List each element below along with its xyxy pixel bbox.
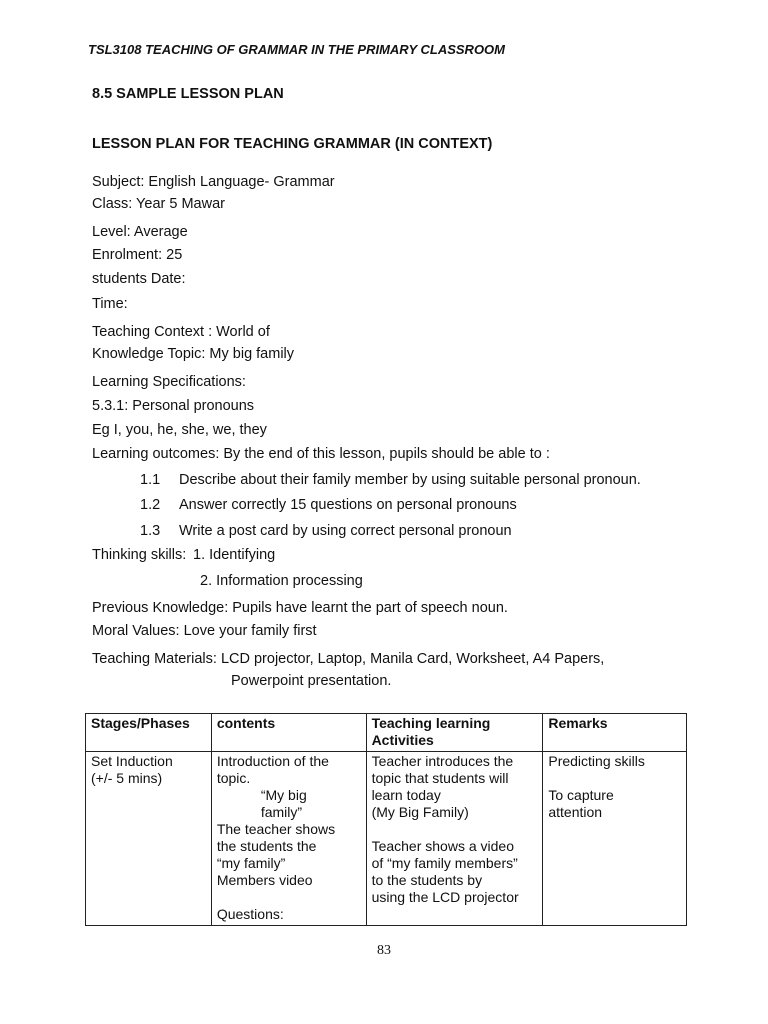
outcome-number: 1.2 [140, 497, 161, 513]
header-activities: Teaching learning Activities [366, 714, 543, 752]
thinking-skill-item: 2. Information processing [200, 573, 363, 589]
lesson-plan-table [85, 713, 687, 926]
outcome-number: 1.1 [140, 472, 161, 488]
class-line: Class: Year 5 Mawar [92, 196, 225, 212]
activities-cell: Teacher introduces the topic that students will learn today (My Big Family) Teacher shows a video of “my family members” to the students by using the LCD projector [366, 752, 543, 926]
outcome-text: Describe about their family member by using suitable personal pronoun. [179, 472, 641, 488]
remarks-cell: Predicting skills To capture attention [543, 752, 687, 926]
header-stages: Stages/Phases [86, 714, 212, 752]
thinking-skills-label: Thinking skills: [92, 547, 187, 563]
table-header-row [86, 714, 687, 752]
learning-specs-label: Learning Specifications: [92, 374, 246, 390]
date-line: students Date: [92, 271, 186, 287]
contents-cell: Introduction of the topic. “My big family” The teacher shows the students the “my family” Members video Questions: [211, 752, 366, 926]
level-line: Level: Average [92, 224, 188, 240]
header-remarks: Remarks [543, 714, 687, 752]
table-row [86, 752, 687, 926]
enrolment-line: Enrolment: 25 [92, 247, 183, 263]
page-number: 83 [377, 943, 391, 958]
teaching-materials-line: Teaching Materials: LCD projector, Laptop, Manila Card, Worksheet, A4 Papers, [92, 651, 605, 667]
outcome-text: Write a post card by using correct personal pronoun [179, 523, 512, 539]
subject-line: Subject: English Language- Grammar [92, 174, 335, 190]
learning-outcomes-intro: Learning outcomes: By the end of this lesson, pupils should be able to : [92, 446, 550, 462]
header-contents: contents [211, 714, 366, 752]
section-title: 8.5 SAMPLE LESSON PLAN [92, 86, 284, 102]
topic-line: Knowledge Topic: My big family [92, 346, 295, 362]
stage-cell: Set Induction (+/- 5 mins) [86, 752, 212, 926]
outcome-text: Answer correctly 15 questions on personal pronouns [179, 497, 517, 513]
outcome-number: 1.3 [140, 523, 161, 539]
time-line: Time: [92, 296, 128, 312]
teaching-materials-continued: Powerpoint presentation. [231, 673, 392, 689]
teaching-context-line: Teaching Context : World of [92, 324, 270, 340]
thinking-skill-item: 1. Identifying [193, 547, 276, 563]
pronoun-example-line: Eg I, you, he, she, we, they [92, 422, 267, 438]
moral-values-line: Moral Values: Love your family first [92, 623, 317, 639]
running-header: TSL3108 TEACHING OF GRAMMAR IN THE PRIMARY CLASSROOM [88, 42, 505, 57]
lesson-plan-title: LESSON PLAN FOR TEACHING GRAMMAR (IN CONTEXT) [92, 136, 493, 152]
spec-code-line: 5.3.1: Personal pronouns [92, 398, 255, 414]
previous-knowledge-line: Previous Knowledge: Pupils have learnt the part of speech noun. [92, 600, 508, 616]
